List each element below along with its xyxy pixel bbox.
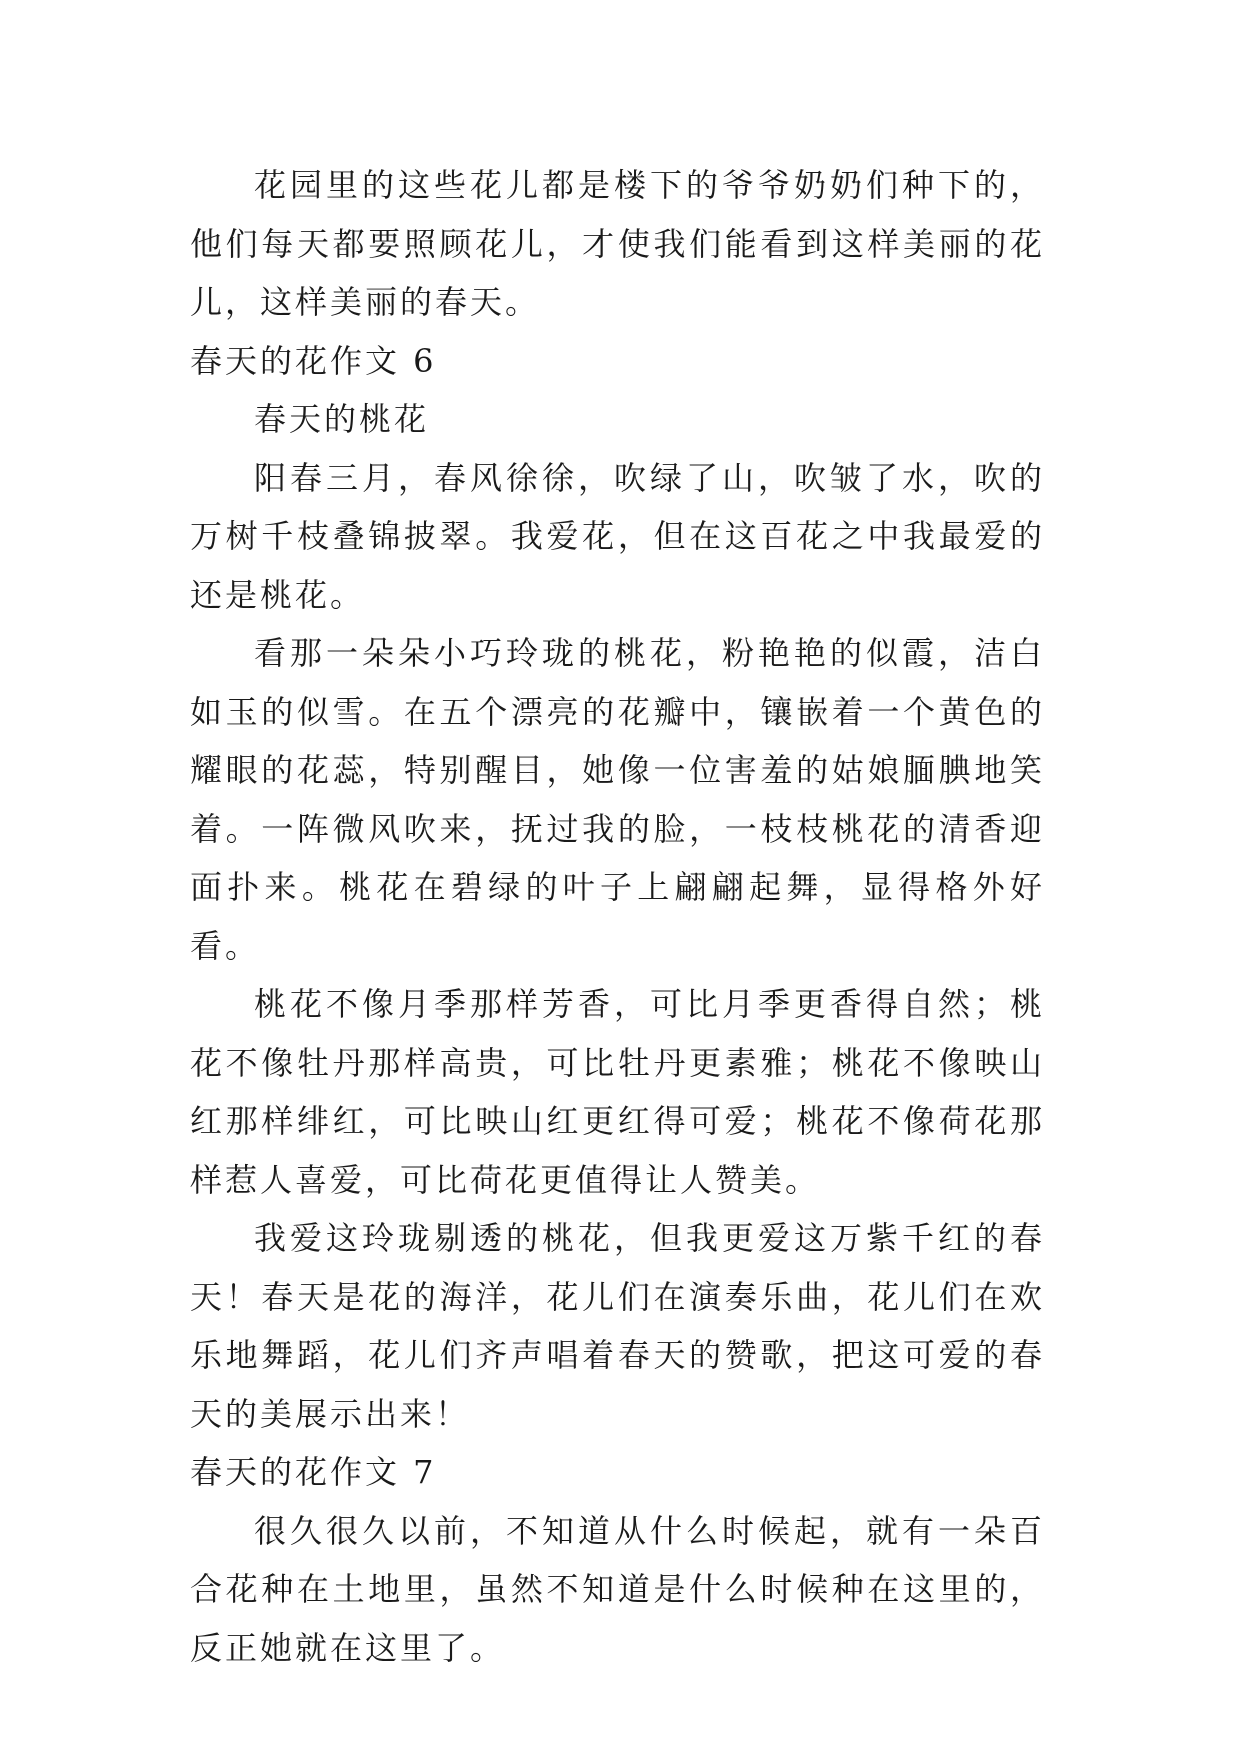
paragraph-lily: 很久很久以前，不知道从什么时候起，就有一朵百合花种在土地里，虽然不知道是什么时候种在这里的，反正她就在这里了。 (190, 1511, 1045, 1667)
essay-heading-6: 春天的花作文 6 (190, 341, 437, 380)
essay-subtitle-peach-blossom: 春天的桃花 (254, 400, 430, 438)
document-body (190, 156, 1045, 1677)
paragraph-peach-description: 看那一朵朵小巧玲珑的桃花，粉艳艳的似霞，洁白如玉的似雪。在五个漂亮的花瓣中，镶嵌着一个黄色的耀眼的花蕊，特别醒目，她像一位害羞的姑娘腼腆地笑着。一阵微风吹来，抚过我的脸，一枝枝桃花的清香迎面扑来。桃花在碧绿的叶子上翩翩起舞，显得格外好看。 (190, 634, 1045, 965)
paragraph-love-spring: 我爱这玲珑剔透的桃花，但我更爱这万紫千红的春天！春天是花的海洋，花儿们在演奏乐曲，花儿们在欢乐地舞蹈，花儿们齐声唱着春天的赞歌，把这可爱的春天的美展示出来！ (190, 1219, 1045, 1433)
paragraph-garden-flowers: 花园里的这些花儿都是楼下的爷爷奶奶们种下的，他们每天都要照顾花儿，才使我们能看到这样美丽的花儿，这样美丽的春天。 (190, 166, 1045, 321)
paragraph-spring-wind: 阳春三月，春风徐徐，吹绿了山，吹皱了水，吹的万树千枝叠锦披翠。我爱花，但在这百花之中我最爱的还是桃花。 (190, 458, 1045, 614)
paragraph-peach-comparison: 桃花不像月季那样芳香，可比月季更香得自然；桃花不像牡丹那样高贵，可比牡丹更素雅；桃花不像映山红那样绯红，可比映山红更红得可爱；桃花不像荷花那样惹人喜爱，可比荷花更值得让人赞美。 (190, 985, 1045, 1199)
essay-heading-7: 春天的花作文 7 (190, 1453, 437, 1491)
